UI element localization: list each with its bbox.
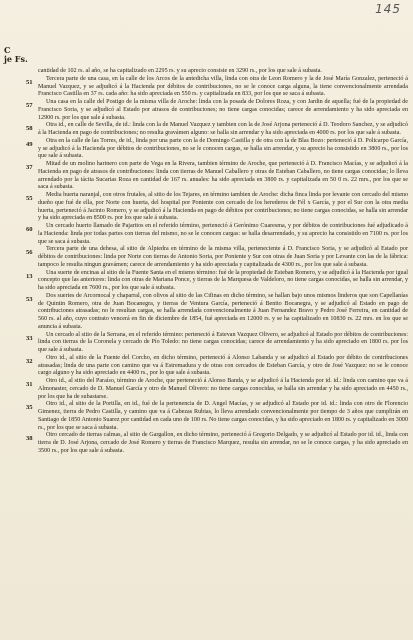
folio-number: 145 <box>375 2 401 16</box>
entry-text: Una suerte de encinas al sitio de la Fuente Santa en el mismo término: fué de la propiedad de Esteban Romero, y se adjudicó á la Hacienda por igual concepto que las anteriores: linda con otras de Mariana Ponce, y tierras de la Marquesa de Valdeloro, no tiene cargas conocidas, se halla sin arrendar, y ha sido apreciada en 7600 rs., por los que sale á subasta. <box>38 269 408 291</box>
entry-text: cantidad de 102 rs. al año, se ha capitalizado en 2295 rs. y su aprecio consiste en 3290 rs., por los que sale á subasta. <box>38 68 322 74</box>
entry-text: Media huerta naranjal, con otros frutales, al sitio de los Tejares, en término tambien de Aroche: dicha finca linda por levante con cercado del mismo dueño que fué de ella, por Norte con huerta, del hospital por Poniente con cercado de los herederos de Fél x García, y por el Sur con la otra media huerta, perteneció á Jacinto Romero, y se adjudicó á la Hacienda en pago de débitos por contribuciones; no tiene cargas conocidas, se halla sin arrendar y ha sido apreciada en 8500 rs. por los que sale á subasta. <box>38 192 408 222</box>
entry <box>4 246 408 269</box>
entry <box>4 161 408 192</box>
entry-text: Mitad de un molino harinero con parte de Vega en la Rivera, tambien término de Aroche, que perteneció á D. Francisco Macías, y se adjudicó á la Hacienda en pago de atrasos de contribuciones: linda con tierras de Manuel Caballero y otras de Esteban Caballero, no tiene cargas conocidas; lo lleva arrendado por la tácita Sucarias Roza en cantidad de 167 rs. anuales: ha sido apreciada en 3800 rs. y capitalizada en 50 0 rs. 22 mrs., por los que se saca á subasta. <box>38 161 408 191</box>
entry-text: Tercera parte de una casa, en la calle de los Arcos de la antedicha villa, linda con otra de Leon Romero y la de José María Gonzalez, perteneció á Manuel Vazquez, y se adjudicó á la Hacienda por débitos de contribuciones, no se le conoce carga alguna, la tiene convencionalmente arrendada Francisco Castilla en 37 rs. cada año: ha sido apreciada en 550 rs. y capitalizada en 833, por los que se saca á subasta. <box>38 75 408 98</box>
entry-text: Otra id., en calle de Sevilla, de id.: linda con la de Manuel Vazquez y tambien con la de José Arjona perteneció á D. Teodoro Sanchez, y se adjudicó á la Hacienda en pago de contribuciones; no resulta gravámen alguno: se halla sin arrendar y ha sido apreciada en 4000 rs. por los que sale á subasta. <box>38 122 408 136</box>
entry-number: 32 <box>26 357 33 365</box>
column-header-line-2: je Fs. <box>4 54 28 64</box>
entry <box>4 293 408 332</box>
column-header <box>4 46 34 64</box>
entry-text: Dos suertes de Arcornocal y chaparral, con olivos al sitio de las Cifinas en dicho término, se hallan bajo unos mismos linderos que son Capellanías de Quintin Romero, otra de Juan Bocanegra, y tierras de Ventura García, perteneció á Benito Bocanegra, y se adjudicó al Estado en pago de contribuciones atrasadas; no le resultan cargas, se halla arrendada convencionalmente á Juan Fernandez Bravo y Pedro José Ferreira, en cantidad de 560 rs. al año, cuyo contrato vencerá en fin de diciembre de 1854, fué apreciada en 12000 rs. y se ha capitalizado en 10830 rs. 22 mrs. en los que se anuncia á subasta. <box>38 292 408 330</box>
entry-text: Otra en la calle de las Torres, de id., linda por una parte con la de Domingo Castilla y de otra con la de Blas Bozo: perteneció á D. Policarpo García, y se adjudicó á la Hacienda por débitos de contribuciones, no se le conocen cargas, se halla sin arrendar, y su aprecio ha consistido en 3800 rs., por los que sale á subasta. <box>38 137 408 160</box>
entry <box>4 355 408 378</box>
entry-number: 13 <box>26 272 33 280</box>
entry-text: Un cercado al sitio de la Serrana, en el referido término: perteneció á Estevan Vazquez Olivero, se adjudicó al Estado por débitos de contribuciones: linda con tierras de la Coronela y cercado de Pío Toledo: no tiene cargas conocidas; carece de arrendamiento y ha sido apreciado en 1800 rs. por los que sale á subasta. <box>38 331 408 353</box>
entry-text: Otro id., al sitio de la Portilla, en id., fué de la pertenencia de D. Angel Macías, y se adjudicó al Estado por id. id.: linda con otro de Florencio Gimenez, tierra de Pedro Castilla, y camino que va á Cabezas Rubias, lo lleva arrendado convencionalmente por tiempo de 3 años que cumplirán en Santiago de 1850 Antonio Suarez por cantidad en cada uno de 100 rs. No tiene cargas conocidas, y ha sido apreciado en 1800 rs. y capitalizado en 3000 rs., por los que se saca á subasta. <box>38 401 408 431</box>
entry-number: 35 <box>26 404 33 412</box>
entry <box>4 401 408 432</box>
entries-list <box>4 68 408 456</box>
entry <box>4 99 408 122</box>
entry-number: 53 <box>26 295 33 303</box>
entry-text: Una casa en la calle del Postigo de la misma villa de Aroche: linda con la posada de Dolores Roza, y con Jardin de aquella; fué de la propiedad de Francisco Soria, y se adjudicó al Estado por atrasos de contribuciones; no tiene cargas conocidas; carece de arrendamiento y ha sido apreciada en 12900 rs. por los que sale á subasta. <box>38 99 408 121</box>
entry <box>4 138 408 161</box>
entry <box>4 270 408 293</box>
entry-text: Otro cercado de tierras calmas, al sitio de Gargallon, en dicho término, perteneció á Gregorio Delgado, y se adjudicó al Estado por id. id., linda con tierra de D. José Arjona, cercado de José Romero y tierras de Francisco Marquez, resulta sin arrendar, no se le conoce cargas, y ha sido apreciado en 3500 rs., por los que sale á subasta. <box>38 432 408 454</box>
entry <box>4 122 408 138</box>
entry <box>4 76 408 99</box>
entry <box>4 332 408 355</box>
entry <box>4 223 408 246</box>
entry-text: Un cercado huerto llamado de Pajaritos en el referido término, perteneció á Gerónimo Cuaresma, y por débitos de contribuciones fué adjudicado á la Hacienda: linda por todas partes con tierras del mismo, no se le conocen cargas: se halla desarrendado, y su aprecio ha consistido en 7100 rs. por los que se saca á subasta. <box>38 223 408 245</box>
entry-number: 31 <box>26 381 33 388</box>
entry-text: Otro id., al sitio del Paraíso, término de Aroche, que perteneció á Alonso Banda, y se adjudicó á la Hacienda por id. id.: linda con camino que va á Almonaster, cercado de D. Manuel García y otro de Manuel Olivero: no tiene cargas conocidas, se halla sin arrendar y ha sido apreciado en 4450 rs., por los que ha de subastarse. <box>38 378 408 400</box>
entry <box>4 192 408 223</box>
entry <box>4 378 408 401</box>
entry-number: 49 <box>26 140 33 148</box>
entry-text: Otro id., al sitio de la Fuente del Corcho, en dicho término, perteneció á Alonso Labanda y se adjudicó al Estado por débito de contribuciones atrasadas; linda de una parte con camino que va á Estremadura y de otras con cercados de Esteban García, y otro de José Vazquez: no se le conoce cargo alguno y ha sido apreciado en 4400 rs., por lo que sale á subasta. <box>38 354 408 377</box>
entry-number: 58 <box>26 125 33 133</box>
column-header-line-1: C <box>4 45 11 55</box>
entry-number <box>4 68 38 71</box>
entry <box>4 432 408 455</box>
entry-number: 51 <box>26 78 33 86</box>
entry <box>4 68 408 76</box>
entry-number: 60 <box>26 226 33 233</box>
entry-number: 38 <box>26 435 33 443</box>
entry-text: Tercera parte de una dehesa, al sitio de Alpiedra en término de la misma villa, perteneciente á D. Francisco Soria, y se adjudicó al Estado por débitos de contribuciones: linda por Norte con tierras de Antonio Soria, por Poniente y Sur con otras de Juan Soria y por Levante con las de la fábrica: tampoco le resulta ningun gravámen; carece de arrendamiento y ha sido apreciada y capitalizada de 4300 rs., por los que sale á subasta. <box>38 246 408 268</box>
entry-number: 56 <box>26 249 33 257</box>
entry-number: 55 <box>26 195 33 202</box>
entry-number: 57 <box>26 102 33 109</box>
entry-number: 33 <box>26 334 33 342</box>
entry-number: 37 <box>26 164 33 171</box>
